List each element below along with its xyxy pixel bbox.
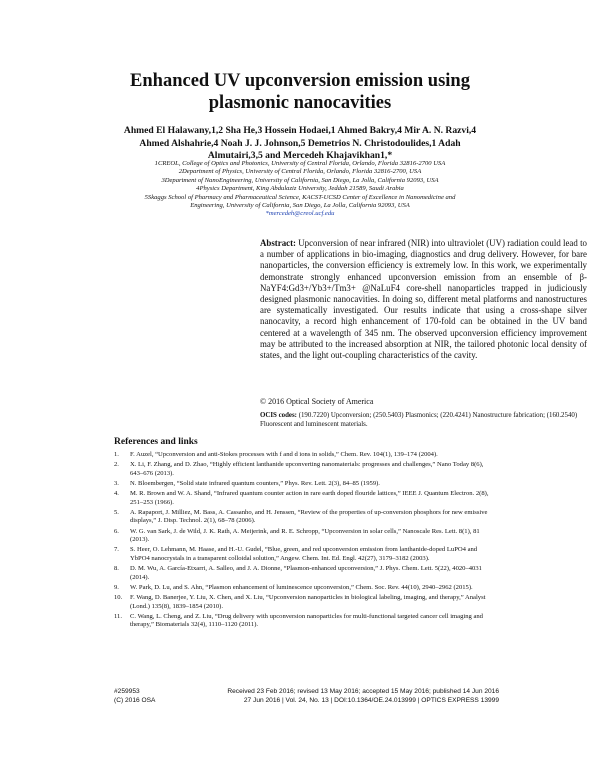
affiliation-2: 2Department of Physics, University of Central Florida, Orlando, Florida 32816-2700, USA xyxy=(178,168,422,176)
author-line-2: Ahmed Alshahrie,4 Noah J. J. Johnson,5 Demetrios N. Christodoulides,1 Adah xyxy=(139,137,461,149)
references-heading: References and links xyxy=(114,437,198,447)
paper-title xyxy=(60,70,540,114)
reference-number: 10. xyxy=(114,594,123,602)
ocis-label: OCIS codes: xyxy=(260,412,297,419)
reference-number: 5. xyxy=(114,509,119,516)
reference-text: M. R. Brown and W. A. Shand, “Infrared quantum counter action in rare earth doped flouride lattices,” IEEE J. Quantum Electron. 2(8), 251–253 (1966). xyxy=(130,490,489,506)
reference-item xyxy=(114,594,494,611)
affiliation-5-cont: Engineering, University of California, San Diego, La Jolla, California 92093, USA xyxy=(190,202,410,210)
reference-number: 4. xyxy=(114,490,119,498)
reference-text: C. Wang, L. Cheng, and Z. Liu, “Drug delivery with upconversion nanoparticles for multi-functional targeted cancer cell imaging and therapy,” Biomaterials 32(4), 1110–1120 (2011). xyxy=(130,612,483,629)
title-line-2: plasmonic nanocavities xyxy=(208,93,392,113)
ocis-codes xyxy=(260,411,587,429)
footer-received-dates: Received 23 Feb 2016; revised 13 May 2016; accepted 15 May 2016; published 14 Jun 2016 xyxy=(227,688,499,695)
reference-item xyxy=(114,451,494,459)
reference-text: F. Wang, D. Banerjee, Y. Liu, X. Chen, and X. Liu, “Upconversion nanoparticles in biological labeling, imaging, and therapy,” Analyst (Lond.) 135(8), 1839–1854 (2010). xyxy=(130,594,486,610)
reference-list xyxy=(114,451,494,632)
reference-text: F. Auzel, “Upconversion and anti-Stokes processes with f and d ions in solids,” Chem. Rev. 104(1), 139–174 (2004). xyxy=(130,451,438,458)
corresponding-email-link[interactable]: *mercedeh@creol.ucf.edu xyxy=(265,210,335,218)
footer-citation: 27 Jun 2016 | Vol. 24, No. 13 | DOI:10.1364/OE.24.013999 | OPTICS EXPRESS 13999 xyxy=(243,696,499,704)
footer-row-1 xyxy=(114,688,499,697)
reference-item xyxy=(114,546,494,563)
reference-text: D. M. Wu, A. García-Etxarri, A. Salleo, and J. A. Dionne, “Plasmon-enhanced upconversion,” J. Phys. Chem. Lett. 5(22), 4020–4031 (2014). xyxy=(130,565,482,581)
affiliation-4: 4Physics Department, King Abdulaziz University, Jeddah 21589, Saudi Arabia xyxy=(196,185,404,193)
reference-item xyxy=(114,613,494,630)
reference-number: 1. xyxy=(114,451,119,458)
abstract-text: Upconversion of near infrared (NIR) into ultraviolet (UV) radiation could lead to a number of applications in bio-imaging, diagnostics and drug delivery. However, for bare nanoparticles, the conversion efficiency is extremely low. In this work, we experimentally demonstrate strongly enhanced upconversion emission from an ensemble of β-NaYF4:Gd3+/Yb3+/Tm3+ @NaLuF4 core-shell nanoparticles trapped in judiciously designed plasmonic nanocavities. In doing so, different metal platforms and nanostructures are systematically investigated. Our results indicate that using a cross-shape silver nanocavity, a record high enhancement of 170-fold can be obtained in the UV band centered at a wavelength of 345 nm. The observed upconversion efficiency improvement may be attributed to the increased absorption at NIR, the tailored photonic local density of states, and the light out-coupling characteristics of the cavity. xyxy=(260,238,587,361)
affiliation-1: 1CREOL, College of Optics and Photonics, University of Central Florida, Orlando, Florida 32816-2700 USA xyxy=(154,160,446,167)
abstract xyxy=(260,238,587,361)
reference-item xyxy=(114,490,494,507)
ocis-text: (190.7220) Upconversion; (250.5403) Plasmonics; (220.4241) Nanostructure fabrication; (160.2540) Fluorescent and luminescent materials. xyxy=(260,412,578,428)
reference-text: S. Heer, O. Lehmann, M. Haase, and H.-U. Gudel, “Blue, green, and red upconversion emission from lanthanide-doped LuPO4 and YbPO4 nanocrystals in a transparent colloidal solution,” Angew. Chem. Int. Ed. Engl. 42(27), 3179–3182 (2003). xyxy=(130,546,478,562)
copyright-notice: © 2016 Optical Society of America xyxy=(260,397,374,406)
reference-text: X. Li, F. Zhang, and D. Zhao, “Highly efficient lanthanide upconverting nanomaterials: progresses and challenges,” Nano Today 8(6), 643–676 (2013). xyxy=(130,461,484,477)
reference-item xyxy=(114,461,494,478)
reference-text: N. Bloembergen, “Solid state infrared quantum counters,” Phys. Rev. Lett. 2(3), 84–85 (1959). xyxy=(130,480,380,487)
author-line-1: Ahmed El Halawany,1,2 Sha He,3 Hossein Hodaei,1 Ahmed Bakry,4 Mir A. N. Razvi,4 xyxy=(123,125,477,136)
reference-number: 7. xyxy=(114,546,119,554)
reference-text: W. Park, D. Lu, and S. Ahn, “Plasmon enhancement of luminescence upconversion,” Chem. Soc. Rev. 44(10), 2940–2962 (2015). xyxy=(130,583,473,591)
reference-number: 3. xyxy=(114,480,119,487)
author-list xyxy=(100,125,500,163)
reference-number: 8. xyxy=(114,565,119,573)
title-line-1: Enhanced UV upconversion emission using xyxy=(130,71,470,91)
affiliation-3: 3Department of NanoEngineering, University of California, San Diego, La Jolla, California 92093, USA xyxy=(161,176,439,184)
reference-text: A. Rapaport, J. Milliez, M. Bass, A. Cassanho, and H. Jenssen, “Review of the properties of up-conversion phosphors for new emissive displays,” J. Disp. Technol. 2(1), 68–78 (2006). xyxy=(130,509,488,525)
footer-article-id: #259953 xyxy=(114,688,140,695)
reference-item xyxy=(114,480,494,488)
author-line-3: Almutairi,3,5 and Mercedeh Khajavikhan1,* xyxy=(207,150,393,161)
reference-text: W. G. van Sark, J. de Wild, J. K. Rath, A. Meijerink, and R. E. Schropp, “Upconversion in solar cells,” Nanoscale Res. Lett. 8(1), 81 (2013). xyxy=(130,527,480,544)
reference-item xyxy=(114,509,494,526)
reference-number: 9. xyxy=(114,583,119,591)
footer-copyright: (C) 2016 OSA xyxy=(114,696,156,704)
reference-number: 11. xyxy=(114,612,122,620)
reference-number: 2. xyxy=(114,461,119,469)
page-footer xyxy=(114,688,499,705)
reference-number: 6. xyxy=(114,527,119,535)
abstract-label: Abstract: xyxy=(260,238,296,248)
reference-item xyxy=(114,584,494,592)
footer-row-2 xyxy=(114,697,499,706)
affiliations xyxy=(98,160,502,219)
reference-item xyxy=(114,528,494,545)
reference-item xyxy=(114,565,494,582)
affiliation-5: 5Skaggs School of Pharmacy and Pharmaceutical Science, KACST-UCSD Center of Excellence in Nanomedicine and xyxy=(144,193,456,201)
